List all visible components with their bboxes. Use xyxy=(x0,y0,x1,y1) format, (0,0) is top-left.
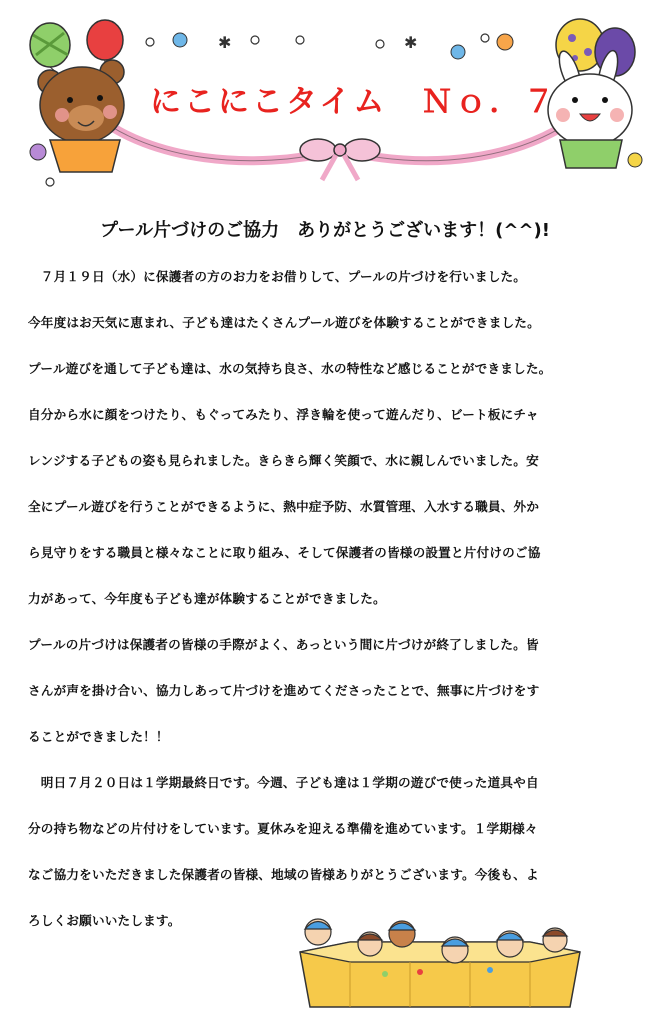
body-line: プールの片づけは保護者の皆様の手際がよく、あっという間に片づけが終了しました。皆 xyxy=(28,637,539,652)
svg-text:✱: ✱ xyxy=(404,33,418,52)
body-line: 力があって、今年度も子ども達が体験することができました。 xyxy=(28,591,386,606)
body-line: 全にプール遊びを行うことができるように、熱中症予防、水質管理、入水する職員、外か xyxy=(28,499,540,514)
bear-with-balloons-icon xyxy=(38,60,124,172)
body-line: 分の持ち物などの片付けをしています。夏休みを迎える準備を進めています。１学期様々 xyxy=(28,821,538,836)
children-in-pool-illustration xyxy=(290,912,590,1012)
body-line: さんが声を掛け合い、協力しあって片づけを進めてくださったことで、無事に片づけをす xyxy=(28,683,540,698)
body-line: プール遊びを通して子ども達は、水の気持ち良さ、水の特性など感じることができました。 xyxy=(28,361,552,376)
body-line: ら見守りをする職員と様々なことに取り組み、そして保護者の皆様の設置と片付けのご協 xyxy=(28,545,541,560)
body-line: 自分から水に顔をつけたり、もぐってみたり、浮き輪を使って遊んだり、ビート板にチャ xyxy=(28,407,539,422)
body-line: なご協力をいただきました保護者の皆様、地域の皆様ありがとうございます。今後も、よ xyxy=(28,867,539,882)
body-line: レンジする子どもの姿も見られました。きらきら輝く笑顔で、水に親しんでいました。安 xyxy=(28,453,539,468)
svg-text:✱: ✱ xyxy=(218,33,232,52)
ribbon-bow-icon xyxy=(300,139,380,180)
children-in-pool-icon xyxy=(290,912,590,1012)
body-line: 明日７月２０日は１学期最終日です。今週、子ども達は１学期の遊びで使った道具や自 xyxy=(28,775,539,790)
article-heading: プール片づけのご協力 ありがとうございます！(^^)! xyxy=(100,220,550,241)
body-line: ７月１９日（水）に保護者の方のお力をお借りして、プールの片づけを行いました。 xyxy=(28,269,527,284)
body-line: 今年度はお天気に恵まれ、子ども達はたくさんプール遊びを体験することができました。 xyxy=(28,315,540,330)
body-line: ろしくお願いいたします。 xyxy=(28,913,181,928)
header-banner xyxy=(0,0,650,200)
article-body xyxy=(28,262,640,952)
body-line: ることができました！！ xyxy=(28,729,169,744)
decorative-flowers-icon xyxy=(173,33,465,59)
page-title: にこにこタイム Ｎｏ．７ xyxy=(150,84,558,120)
